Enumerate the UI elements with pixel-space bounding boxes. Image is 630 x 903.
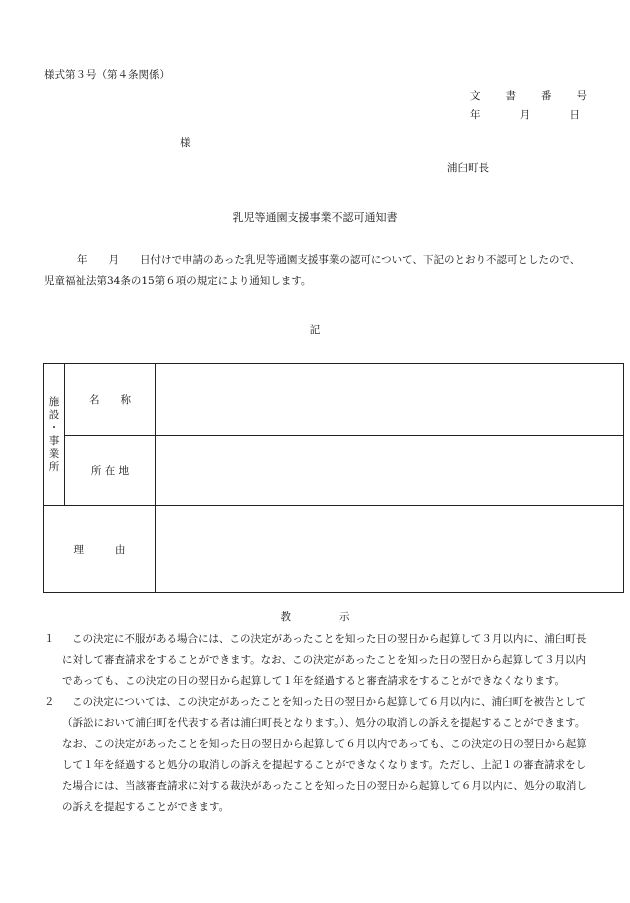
reason-label-char: 由 <box>115 543 126 556</box>
note-number: ２ <box>44 696 55 708</box>
instruction-heading <box>0 609 630 624</box>
note-item <box>44 629 592 692</box>
date-line <box>470 107 580 122</box>
issuer: 浦臼町長 <box>447 162 489 174</box>
group-char: 施 <box>48 395 60 408</box>
group-char: 所 <box>48 460 60 473</box>
location-value-cell[interactable] <box>156 436 624 506</box>
form-number: 様式第３号（第４条関係） <box>44 69 170 81</box>
name-label-char: 称 <box>120 394 131 406</box>
facility-group-label <box>44 364 65 506</box>
instruction-heading-char: 教 <box>280 611 291 623</box>
instruction-notes <box>44 629 592 818</box>
document-title: 乳児等通園支援事業不認可通知書 <box>232 211 398 224</box>
name-label <box>65 364 156 436</box>
docno-char: 号 <box>576 90 587 102</box>
group-char: 業 <box>48 447 60 460</box>
group-char: ・ <box>48 421 60 434</box>
instruction-heading-char: 示 <box>339 611 350 623</box>
date-day: 日 <box>569 109 580 121</box>
note-text: この決定については、この決定があったことを知った日の翌日から起算して６月以内に、浦臼町を被告として（訴訟において浦臼町を代表する者は浦臼町長となります。）、処分の取消しの訴えを提起することができます。なお、この決定があったことを知った日の翌日から起算して６月以内であっても、この決定の日の翌日から起算して１年を経過すると処分の取消しの訴えを提起することができなくなります。ただし、上記１の審査請求をした場合には、当該審査請求に対する裁決があったことを知った日の翌日から起算して６月以内に、処分の取消しの訴えを提起することができます。 <box>62 696 587 813</box>
date-month: 月 <box>519 109 531 121</box>
group-char: 事 <box>48 434 60 447</box>
ki-label: 記 <box>309 324 321 336</box>
facility-table <box>43 363 624 593</box>
body-paragraph: 年 月 日付けで申請のあった乳児等通園支援事業の認可について、下記のとおり不認可としたので、児童福祉法第34条の15第６項の規定により通知します。 <box>44 254 581 287</box>
name-label-char: 名 <box>89 394 100 406</box>
reason-value-cell[interactable] <box>156 506 624 593</box>
document-number-label <box>470 88 587 103</box>
docno-char: 番 <box>541 90 552 102</box>
name-value-cell[interactable] <box>156 364 624 436</box>
note-item <box>44 692 592 818</box>
group-char: 設 <box>48 408 60 421</box>
note-number: １ <box>44 633 55 645</box>
docno-char: 文 <box>470 90 481 102</box>
reason-label <box>44 506 156 593</box>
location-label: 所 在 地 <box>65 436 156 506</box>
date-year: 年 <box>470 109 481 121</box>
recipient-suffix: 様 <box>180 137 191 149</box>
docno-char: 書 <box>505 90 516 102</box>
reason-label-char: 理 <box>73 543 84 556</box>
note-text: この決定に不服がある場合には、この決定があったことを知った日の翌日から起算して３月以内に、浦臼町長に対して審査請求をすることができます。なお、この決定があったことを知った日の翌日から起算して３月以内であっても、この決定の日の翌日から起算して１年を経過すると審査請求をすることができなくなります。 <box>62 633 587 687</box>
